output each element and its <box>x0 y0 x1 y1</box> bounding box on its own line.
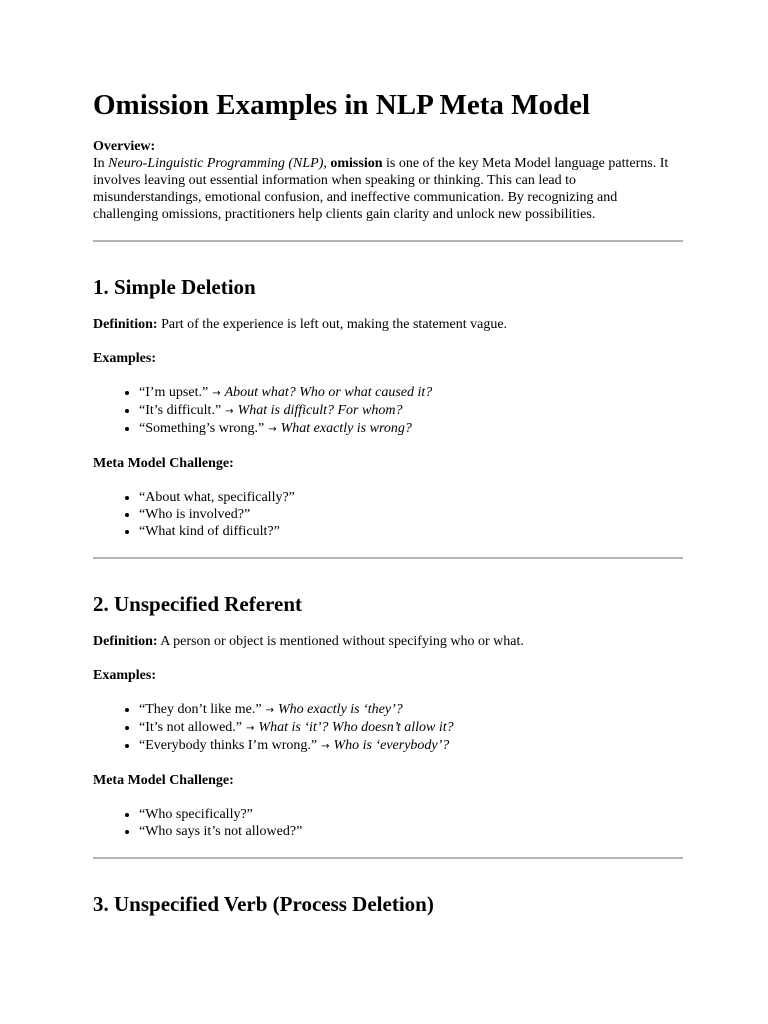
overview-text: is one of the key Meta Model language patterns. It involves leaving out essential information when speaking or thinking. This can lead to misunderstandings, emotional confusion, and ineffective communication. By recognizing and challenging omissions, practitioners help clients gain clarity and unlock new possibilities. <box>93 156 669 222</box>
example-response: What is ‘it’? Who doesn’t allow it? <box>258 720 454 735</box>
example-quote: “It’s difficult.” <box>139 403 222 418</box>
list-item: • “Who specifically?” <box>139 806 683 823</box>
list-item: • “About what, specifically?” <box>139 489 683 506</box>
definition-line <box>93 316 683 333</box>
definition-line <box>93 633 683 650</box>
section-heading: 1. Simple Deletion <box>93 275 256 299</box>
example-response: What is difficult? For whom? <box>237 403 403 418</box>
nlp-term: Neuro-Linguistic Programming (NLP), <box>108 156 327 171</box>
list-item: • “Who says it’s not allowed?” <box>139 823 683 840</box>
examples-label: Examples: <box>93 668 156 683</box>
challenge-label: Meta Model Challenge: <box>93 773 234 788</box>
list-item <box>139 701 683 719</box>
definition-label: Definition: <box>93 634 158 649</box>
list-item: • “Who is involved?” <box>139 506 683 523</box>
example-quote: “They don’t like me.” <box>139 702 262 717</box>
divider <box>93 857 683 859</box>
arrow-icon: → <box>225 406 234 417</box>
overview-paragraph <box>93 155 683 223</box>
overview-label: Overview: <box>93 139 156 154</box>
overview-intro: In <box>93 156 105 171</box>
examples-label: Examples: <box>93 351 156 366</box>
examples-list <box>93 701 683 755</box>
example-response: About what? Who or what caused it? <box>224 385 433 400</box>
example-response: What exactly is wrong? <box>280 421 412 436</box>
example-quote: “Something’s wrong.” <box>139 421 265 436</box>
divider <box>93 557 683 559</box>
list-item: • “What kind of difficult?” <box>139 523 683 540</box>
challenge-list <box>93 489 683 540</box>
definition-text: A person or object is mentioned without specifying who or what. <box>160 634 524 649</box>
example-quote: “It’s not allowed.” <box>139 720 243 735</box>
arrow-icon: → <box>321 741 330 752</box>
divider <box>93 240 683 242</box>
example-quote: “I’m upset.” <box>139 385 209 400</box>
omission-term: omission <box>330 156 383 171</box>
overview <box>93 138 683 223</box>
list-item <box>139 402 683 420</box>
section-heading: 2. Unspecified Referent <box>93 592 302 616</box>
arrow-icon: → <box>212 388 221 399</box>
examples-list <box>93 384 683 438</box>
definition-text: Part of the experience is left out, making the statement vague. <box>161 317 508 332</box>
arrow-icon: → <box>268 424 277 435</box>
list-item <box>139 719 683 737</box>
example-quote: “Everybody thinks I’m wrong.” <box>139 738 318 753</box>
definition-label: Definition: <box>93 317 158 332</box>
arrow-icon: → <box>265 705 274 716</box>
section-heading: 3. Unspecified Verb (Process Deletion) <box>93 892 434 916</box>
example-response: Who is ‘everybody’? <box>333 738 450 753</box>
challenge-list <box>93 806 683 840</box>
document-content <box>93 82 683 918</box>
challenge-label: Meta Model Challenge: <box>93 456 234 471</box>
list-item <box>139 737 683 755</box>
list-item <box>139 420 683 438</box>
example-response: Who exactly is ‘they’? <box>277 702 403 717</box>
arrow-icon: → <box>246 723 255 734</box>
list-item <box>139 384 683 402</box>
page-title: Omission Examples in NLP Meta Model <box>93 89 591 121</box>
